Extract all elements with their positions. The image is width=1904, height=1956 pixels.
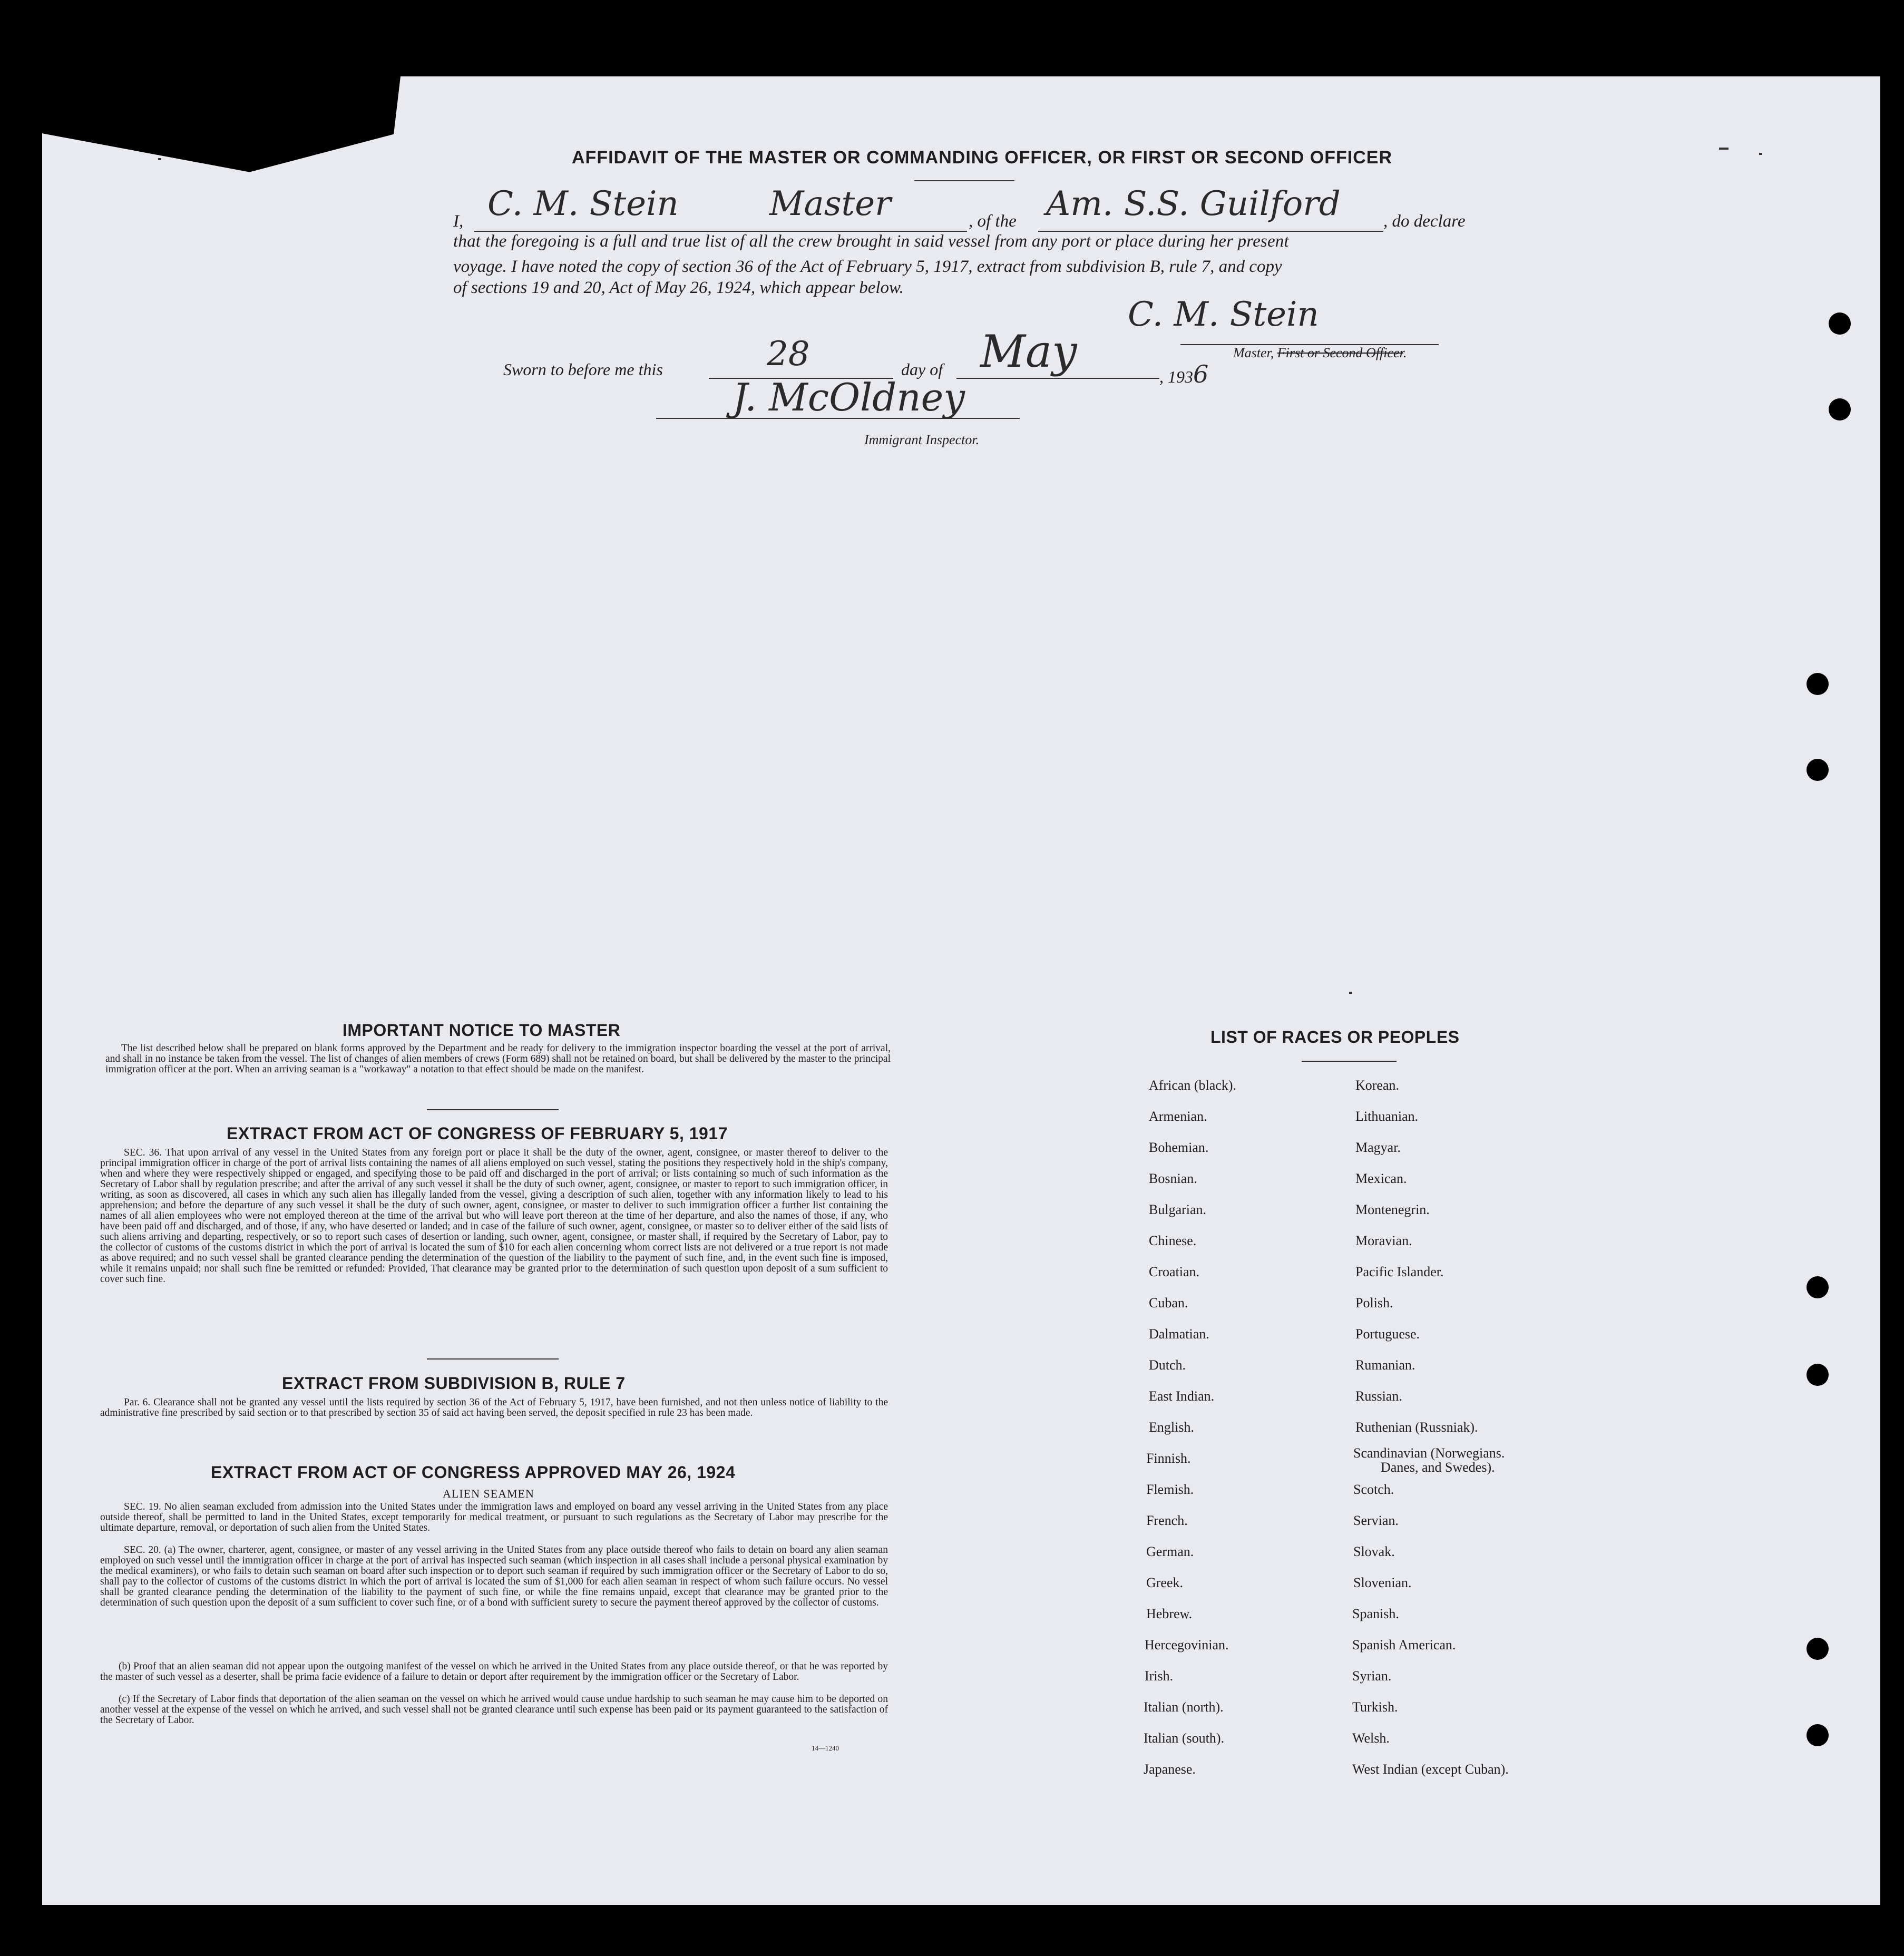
race-col1: Bulgarian.	[1149, 1202, 1207, 1217]
extract-1917-title: EXTRACT FROM ACT OF CONGRESS OF FEBRUARY 5, 1917	[227, 1124, 728, 1143]
alien-seamen-subtitle: ALIEN SEAMEN	[443, 1487, 534, 1500]
race-col1: English.	[1149, 1420, 1194, 1435]
race-col1: Italian (south).	[1144, 1730, 1225, 1746]
race-col2: Syrian.	[1352, 1668, 1392, 1684]
race-col1: Cuban.	[1149, 1295, 1188, 1310]
race-col1: African (black).	[1149, 1078, 1237, 1093]
inspector-label: Immigrant Inspector.	[864, 432, 980, 447]
races-title: LIST OF RACES OR PEOPLES	[1210, 1028, 1460, 1047]
punch-hole	[1807, 673, 1829, 695]
race-col2: Lithuanian.	[1355, 1109, 1419, 1124]
race-col2: Scandinavian (Norwegians.	[1353, 1445, 1505, 1461]
race-col1: Italian (north).	[1144, 1699, 1224, 1715]
affidavit-line-2: that the foregoing is a full and true list of all the crew brought in said vessel from any port or place during her present	[453, 232, 1289, 251]
affidavit-of-the: , of the	[969, 212, 1017, 231]
race-col2: Slovak.	[1353, 1544, 1395, 1559]
rule7-divider	[427, 1358, 559, 1360]
race-col2: Ruthenian (Russniak).	[1355, 1420, 1478, 1435]
sworn-label: Sworn to before me this	[503, 360, 663, 379]
race-col2: Spanish American.	[1352, 1637, 1456, 1652]
officer-suffix: .	[1403, 345, 1407, 360]
affidavit-i: I,	[453, 212, 464, 231]
race-col2: Welsh.	[1352, 1730, 1390, 1746]
race-col1: Armenian.	[1149, 1109, 1207, 1124]
form-number: 14—1240	[812, 1744, 839, 1752]
stray-mark	[1719, 148, 1729, 150]
race-col2: Polish.	[1355, 1295, 1393, 1310]
handwritten-master-name: C. M. Stein	[487, 184, 679, 223]
stray-mark	[1759, 153, 1762, 155]
race-col1: Hercegovinian.	[1145, 1637, 1229, 1652]
race-col1: French.	[1146, 1513, 1188, 1528]
race-col1: Chinese.	[1149, 1233, 1197, 1248]
handwritten-inspector-signature: J. McOldney	[733, 375, 965, 419]
sec20c-text: (c) If the Secretary of Labor finds that deportation of the alien seaman on the vessel on which he arrived would cause undue hardship to such seaman he may cause him to be deported on another vessel at the expense of the vessel on which he arrived, and such vessel shall not be granted clearance until such expense has been paid or its payment guaranteed to the satisfaction of the Secretary of Labor.	[100, 1694, 888, 1726]
handwritten-month: May	[980, 326, 1077, 377]
race-col1: German.	[1146, 1544, 1194, 1559]
affidavit-line-4: of sections 19 and 20, Act of May 26, 1924, which appear below.	[453, 278, 904, 297]
handwritten-year-digit: 6	[1193, 360, 1209, 388]
race-col1: East Indian.	[1149, 1388, 1215, 1404]
punch-hole	[1807, 1724, 1829, 1746]
punch-hole	[1807, 1364, 1829, 1386]
race-col2: Russian.	[1355, 1388, 1402, 1404]
race-col2: Magyar.	[1355, 1140, 1401, 1155]
race-col1: Japanese.	[1144, 1762, 1196, 1777]
sec20a-text: SEC. 20. (a) The owner, charterer, agent, consignee, or master of any vessel arriving in the United States from any place outside thereof who fails to detain on board any alien seaman employed on such vessel until the immigration officer in charge at the port of arrival has inspected such seaman (which inspection in all cases shall include a personal physical examination by the medical examiners), or who fails to detain such seaman on board after such inspection or to deport such seaman if required by such immigration officer or the Secretary of Labor to do so, shall pay to the collector of customs of the customs district in which the port of arrival is located the sum of $1,000 for each alien seaman in respect of whom such failure occurs. No vessel shall be granted clearance pending the determination of the liability to the payment of such fine, or while the fine remains unpaid, except that clearance may be granted prior to the determination of such question upon the deposit of a sum sufficient to cover such fine, or of a bond with sufficient surety to secure the payment thereof approved by the collector of customs.	[100, 1544, 888, 1608]
race-col2: Scotch.	[1353, 1482, 1394, 1497]
affidavit-line-3: voyage. I have noted the copy of section 36 of the Act of February 5, 1917, extract from subdivision B, rule 7, and copy	[453, 257, 1282, 276]
race-col2-continuation: Danes, and Swedes).	[1381, 1460, 1495, 1475]
affidavit-do-declare: , do declare	[1383, 212, 1466, 231]
race-col2: Turkish.	[1352, 1699, 1398, 1715]
title-divider	[914, 180, 1014, 181]
punch-hole	[1807, 1276, 1829, 1298]
punch-hole	[1829, 312, 1851, 335]
race-col1: Greek.	[1146, 1575, 1184, 1590]
handwritten-vessel-name: Am. S.S. Guilford	[1046, 184, 1341, 223]
master-label: Master,	[1233, 345, 1277, 360]
affidavit-title: AFFIDAVIT OF THE MASTER OR COMMANDING OFFICER, OR FIRST OR SECOND OFFICER	[572, 148, 1392, 168]
race-col2: Moravian.	[1355, 1233, 1412, 1248]
rule7-title: EXTRACT FROM SUBDIVISION B, RULE 7	[282, 1374, 626, 1393]
race-col1: Finnish.	[1146, 1451, 1191, 1466]
race-col1: Hebrew.	[1146, 1606, 1193, 1621]
punch-hole	[1829, 398, 1851, 420]
officer-label	[1233, 345, 1407, 361]
notice-title: IMPORTANT NOTICE TO MASTER	[343, 1021, 621, 1040]
year-prefix: , 193	[1159, 367, 1193, 386]
race-col1: Dalmatian.	[1149, 1326, 1209, 1342]
notice-divider	[427, 1109, 559, 1110]
race-col2: Servian.	[1353, 1513, 1399, 1528]
handwritten-rank: Master	[769, 184, 891, 223]
race-col1: Bosnian.	[1149, 1171, 1197, 1186]
race-col1: Bohemian.	[1149, 1140, 1209, 1155]
extract-1924-title: EXTRACT FROM ACT OF CONGRESS APPROVED MAY 26, 1924	[211, 1463, 736, 1482]
stray-mark	[158, 158, 161, 160]
race-col2: Korean.	[1355, 1078, 1400, 1093]
race-col1: Croatian.	[1149, 1264, 1200, 1279]
handwritten-day: 28	[767, 335, 810, 374]
year-label	[1159, 360, 1208, 388]
sec19-text: SEC. 19. No alien seaman excluded from admission into the United States under the immigration laws and employed on board any vessel arriving in the United States from any place outside thereof, shall be permitted to land in the United States, except temporarily for medical treatment, or pursuant to such regulations as the Secretary of Labor may prescribe for the ultimate departure, removal, or deportation of such alien from the United States.	[100, 1501, 888, 1533]
race-col2: Pacific Islander.	[1355, 1264, 1444, 1279]
race-col1: Flemish.	[1146, 1482, 1194, 1497]
race-col2: Montenegrin.	[1355, 1202, 1430, 1217]
first-second-officer: First or Second Officer	[1277, 345, 1403, 360]
race-col2: Spanish.	[1352, 1606, 1399, 1621]
month-line	[956, 378, 1159, 379]
race-col2: Rumanian.	[1355, 1357, 1415, 1373]
handwritten-master-signature: C. M. Stein	[1128, 295, 1319, 334]
race-col1: Dutch.	[1149, 1357, 1186, 1373]
day-of-label: day of	[901, 360, 943, 379]
race-col2: Mexican.	[1355, 1171, 1407, 1186]
race-col2: West Indian (except Cuban).	[1352, 1762, 1509, 1777]
rule7-text: Par. 6. Clearance shall not be granted any vessel until the lists required by section 36 of the Act of February 5, 1917, have been furnished, and not then unless notice of liability to the administrative fine prescribed by said section or to that prescribed by section 35 of said act having been served, the deposit specified in rule 23 has been made.	[100, 1397, 888, 1419]
race-col1: Irish.	[1145, 1668, 1174, 1684]
sec20b-text: (b) Proof that an alien seaman did not appear upon the outgoing manifest of the vessel on which he arrived in the United States from any place outside thereof, or that he was reported by the master of such vessel as a deserter, shall be prima facie evidence of a failure to detain or deport after requirement by the immigration officer or the Secretary of Labor.	[100, 1661, 888, 1683]
races-divider	[1302, 1061, 1397, 1062]
notice-text: The list described below shall be prepared on blank forms approved by the Department and be ready for delivery to the immigration inspector boarding the vessel at the port of arrival, and shall in no instance be taken from the vessel. The list of changes of alien members of crews (Form 689) shall not be retained on board, but shall be delivered by the master to the principal immigration officer at the port. When an arriving seaman is a "workaway" a notation to that effect should be made on the manifest.	[105, 1043, 891, 1075]
race-col2: Portuguese.	[1355, 1326, 1420, 1342]
punch-hole	[1807, 1638, 1829, 1660]
extract-1917-text: SEC. 36. That upon arrival of any vessel in the United States from any foreign port or place it shall be the duty of the owner, agent, consignee, or master thereof to deliver to the principal immigration officer in charge of the port of arrival lists containing the names of all aliens employed on such vessel, stating the positions they respectively hold in the ship's company, when and where they were respectively shipped or engaged, and specifying those to be paid off and discharged in the port of arrival; or lists containing so much of such information as the Secretary of Labor shall by regulation prescribe; and after the arrival of any such vessel it shall be the duty of such owner, agent, consignee, or master to report to such immigration officer, in writing, as soon as discovered, all cases in which any such alien has illegally landed from the vessel, giving a description of such alien, together with any information likely to lead to his apprehension; and before the departure of any such vessel it shall be the duty of such owner, agent, consignee, or master to deliver to such immigration officer a further list containing the names of all alien employees who were not employed thereon at the time of the arrival but who will leave port thereon at the time of her departure, and also the names of those, if any, who have been paid off and discharged, and of those, if any, who have deserted or landed; and in case of the failure of such owner, agent, consignee, or master so to deliver either of the said lists of such aliens arriving and departing, respectively, or so to report such cases of desertion or landing, such owner, agent, consignee, or master shall, if required by the Secretary of Labor, pay to the collector of customs of the customs district in which the port of arrival is located the sum of $10 for each alien concerning whom correct lists are not delivered or a true report is not made as above required; and no such vessel shall be granted clearance pending the determination of the question of the liability to the payment of such fine, and, in the event such fine is imposed, while it remains unpaid; nor shall such fine be remitted or refunded: Provided, That clearance may be granted prior to the determination of such question upon deposit of a sum sufficient to cover such fine.	[100, 1147, 888, 1285]
race-col2: Slovenian.	[1353, 1575, 1412, 1590]
stray-mark	[1349, 992, 1352, 994]
punch-hole	[1807, 759, 1829, 781]
document-page	[42, 76, 1880, 1905]
